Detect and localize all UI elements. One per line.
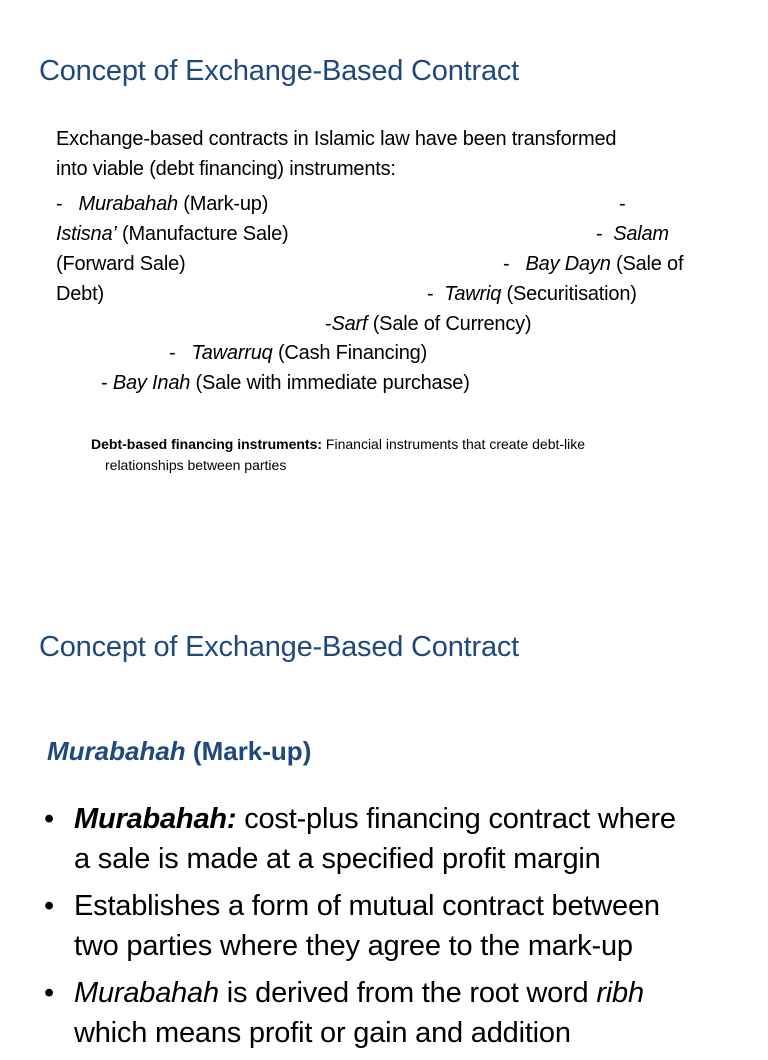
list-item xyxy=(44,799,744,879)
slide-2-title: Concept of Exchange-Based Contract xyxy=(39,631,520,663)
instrument-line-istisna xyxy=(56,219,289,249)
instrument-desc-bay-dayn-cont: Debt) xyxy=(56,283,104,305)
instrument-name-istisna: Istisna’ xyxy=(56,223,117,245)
section-heading-term: Murabahah xyxy=(47,736,186,766)
instrument-desc-bay-dayn: (Sale of xyxy=(610,253,684,275)
bullet-3-line-1 xyxy=(74,973,744,1013)
bullet-3-term: Murabahah xyxy=(74,977,219,1009)
bullet-1-line-2: a sale is made at a specified profit margin xyxy=(74,843,601,875)
bullet-icon: • xyxy=(44,977,54,1009)
bullet-2-line-2: two parties where they agree to the mark-up xyxy=(74,930,633,962)
instrument-line-bay-dayn xyxy=(503,249,683,279)
instrument-line-sarf xyxy=(325,309,531,339)
instrument-desc-murabahah: (Mark-up) xyxy=(177,193,269,215)
note-term: Debt-based financing instruments: xyxy=(91,436,323,452)
instrument-name-bay-dayn: Bay Dayn xyxy=(525,253,611,275)
note-text-1: Financial instruments that create debt-like xyxy=(322,436,586,452)
bullet-1-term: Murabahah: xyxy=(74,803,237,835)
dash: - xyxy=(619,193,626,215)
bullet-3-mid: is derived from the root word xyxy=(218,977,597,1009)
instrument-name-bay-inah: Bay Inah xyxy=(112,372,191,394)
bullet-2-line-1: Establishes a form of mutual contract between xyxy=(74,890,660,922)
list-item xyxy=(44,973,744,1053)
intro-line-1: Exchange-based contracts in Islamic law have been transformed xyxy=(56,128,617,150)
note-line-1 xyxy=(91,434,585,455)
instrument-name-salam: Salam xyxy=(613,223,669,245)
bullet-3-line-2: which means profit or gain and addition xyxy=(74,1017,571,1049)
instrument-name-tawriq: Tawriq xyxy=(444,283,502,305)
instrument-line-tawriq xyxy=(427,279,637,309)
instrument-name-murabahah: Murabahah xyxy=(78,193,178,215)
instrument-desc-sarf: (Sale of Currency) xyxy=(367,313,532,335)
dash: - xyxy=(325,313,332,335)
bullet-icon: • xyxy=(44,803,54,835)
instrument-line-murabahah xyxy=(56,189,268,219)
instrument-desc-tawriq: (Securitisation) xyxy=(501,283,637,305)
note-text-2: relationships between parties xyxy=(105,457,287,473)
instrument-name-sarf: Sarf xyxy=(331,313,368,335)
list-item xyxy=(44,886,744,966)
bullet-icon: • xyxy=(44,890,54,922)
instrument-desc-bay-inah: (Sale with immediate purchase) xyxy=(190,372,470,394)
instrument-desc-salam: (Forward Sale) xyxy=(56,253,186,275)
instrument-desc-istisna: (Manufacture Sale) xyxy=(116,223,289,245)
bullet-3-term-2: ribh xyxy=(596,977,644,1009)
slide-2 xyxy=(0,576,768,1049)
section-heading-rest: (Mark-up) xyxy=(185,736,312,766)
instrument-name-tawarruq: Tawarruq xyxy=(191,342,273,364)
instrument-desc-tawarruq: (Cash Financing) xyxy=(272,342,428,364)
intro-line-2: into viable (debt financing) instruments: xyxy=(56,158,396,180)
dash: - xyxy=(427,283,434,305)
instrument-line-bay-inah xyxy=(101,368,470,398)
dash: - xyxy=(101,372,108,394)
bullet-1-rest: cost-plus financing contract where xyxy=(236,803,676,835)
definition-note xyxy=(91,434,585,476)
instrument-line-tawarruq xyxy=(169,338,427,368)
bullet-1-line-1 xyxy=(74,799,744,839)
dash: - xyxy=(503,253,510,275)
dash: - xyxy=(169,342,176,364)
dash: - xyxy=(596,223,603,245)
section-heading xyxy=(47,736,311,767)
slide-1-title: Concept of Exchange-Based Contract xyxy=(39,55,520,87)
dash: - xyxy=(56,193,63,215)
instrument-line-salam xyxy=(596,219,669,249)
bullet-list xyxy=(44,799,744,1060)
